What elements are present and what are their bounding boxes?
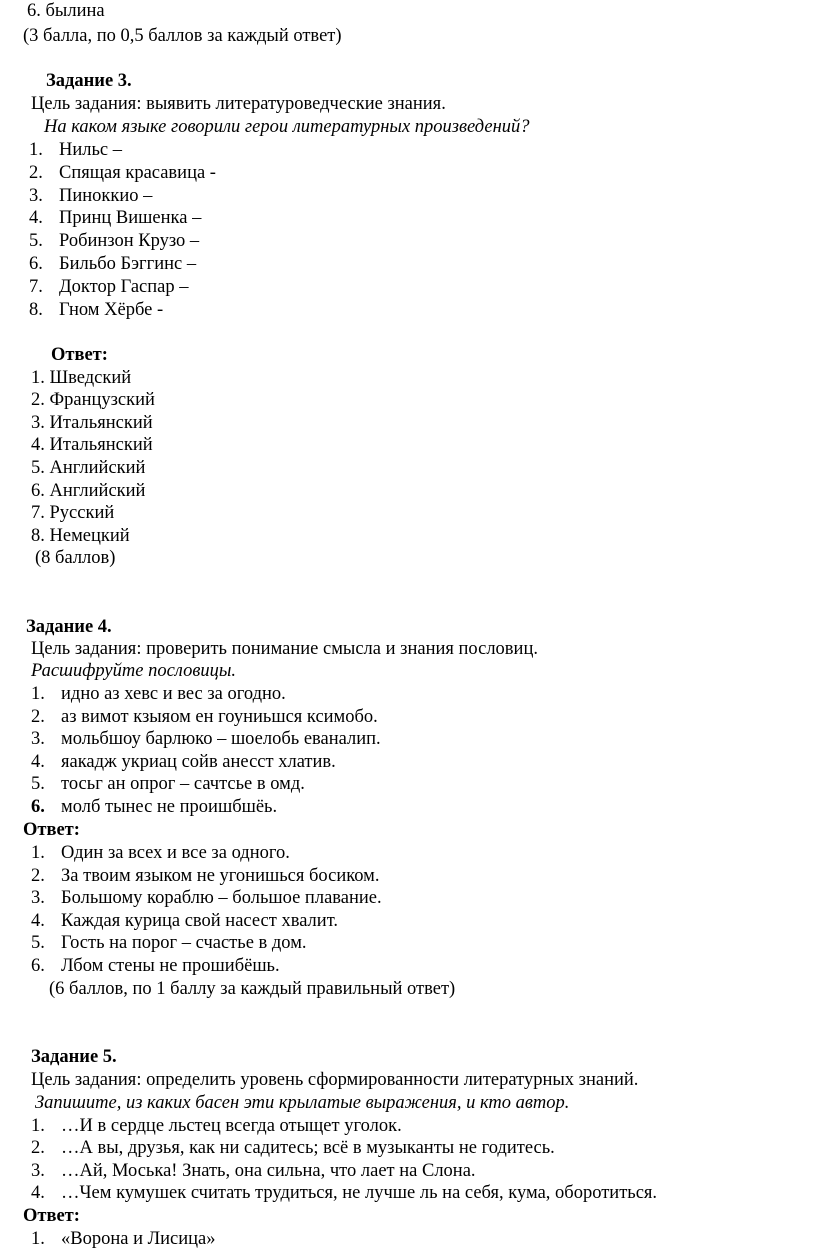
task3-answer: 8. Немецкий: [31, 526, 130, 546]
task5-title: Задание 5.: [31, 1047, 117, 1067]
task4-item: тосьг ан опрог – сачтсье в омд.: [61, 774, 305, 794]
top-line-1: 6. былина: [27, 1, 105, 21]
task3-goal: Цель задания: выявить литературоведческие знания.: [31, 94, 446, 114]
task3-item-num: 4.: [29, 208, 43, 228]
task4-item: идно аз хевс и вес за огодно.: [61, 684, 286, 704]
task4-score: (6 баллов, по 1 баллу за каждый правильный ответ): [49, 979, 456, 999]
task4-goal: Цель задания: проверить понимание смысла и знания пословиц.: [31, 639, 538, 659]
task5-item-num: 2.: [31, 1138, 45, 1158]
task4-answer-num: 4.: [31, 911, 45, 931]
task4-answer: Один за всех и все за одного.: [61, 843, 290, 863]
task4-answer: За твоим языком не угонишься босиком.: [61, 866, 380, 886]
task3-item: Робинзон Крузо –: [59, 231, 200, 251]
task3-answer: 2. Французский: [31, 390, 155, 410]
task3-item: Пиноккио –: [59, 186, 153, 206]
task3-answer: 1. Шведский: [31, 368, 132, 388]
task4-question: Расшифруйте пословицы.: [31, 661, 237, 681]
task4-answer: Каждая курица свой насест хвалит.: [61, 911, 339, 931]
task4-item-num: 1.: [31, 684, 45, 704]
task3-item: Спящая красавица -: [59, 163, 216, 183]
task4-title: Задание 4.: [26, 617, 112, 637]
task4-answer-num: 2.: [31, 866, 45, 886]
task5-answer: «Ворона и Лисица»: [61, 1229, 216, 1249]
task5-answer-title: Ответ:: [23, 1206, 80, 1226]
task4-answer-num: 3.: [31, 888, 45, 908]
task4-item: яакадж укриац сойв анесст хлатив.: [61, 752, 336, 772]
task3-item-num: 3.: [29, 186, 43, 206]
task5-item: …И в сердце льстец всегда отыщет уголок.: [61, 1116, 402, 1136]
task3-item-num: 8.: [29, 300, 43, 320]
task3-item-num: 7.: [29, 277, 43, 297]
task3-answer: 7. Русский: [31, 503, 115, 523]
task4-item-num: 5.: [31, 774, 45, 794]
task3-item-num: 1.: [29, 140, 43, 160]
task4-item-num: 6.: [31, 797, 45, 817]
task3-answer: 4. Итальянский: [31, 435, 153, 455]
task4-answer: Большому кораблю – большое плавание.: [61, 888, 382, 908]
task4-answer-title: Ответ:: [23, 820, 80, 840]
task5-item: …Чем кумушек считать трудиться, не лучше ль на себя, кума, оборотиться.: [61, 1183, 658, 1203]
task4-item: аз вимот кзыяом ен гоуниьшся ксимобо.: [61, 707, 378, 727]
task5-item-num: 1.: [31, 1116, 45, 1136]
task3-answer: 5. Английский: [31, 458, 146, 478]
task5-goal: Цель задания: определить уровень сформированности литературных знаний.: [31, 1070, 639, 1090]
task4-item: мольбшоу барлюко – шоелобь еваналип.: [61, 729, 381, 749]
top-line-2: (3 балла, по 0,5 баллов за каждый ответ): [23, 26, 342, 46]
task5-item-num: 4.: [31, 1183, 45, 1203]
task4-answer-num: 6.: [31, 956, 45, 976]
task4-item-num: 3.: [31, 729, 45, 749]
task5-item: …Ай, Моська! Знать, она сильна, что лает на Слона.: [61, 1161, 476, 1181]
task5-answer-num: 1.: [31, 1229, 45, 1249]
task4-answer-num: 1.: [31, 843, 45, 863]
task3-item: Гном Хёрбе -: [59, 300, 164, 320]
task3-item-num: 5.: [29, 231, 43, 251]
task3-answer: 3. Итальянский: [31, 413, 153, 433]
task3-item: Нильс –: [59, 140, 123, 160]
task3-title: Задание 3.: [46, 71, 132, 91]
task4-item-num: 2.: [31, 707, 45, 727]
task4-answer: Гость на порог – счастье в дом.: [61, 933, 307, 953]
task4-item: молб тынес не проишбшёь.: [61, 797, 278, 817]
task4-item-num: 4.: [31, 752, 45, 772]
task5-item: …А вы, друзья, как ни садитесь; всё в музыканты не годитесь.: [61, 1138, 555, 1158]
task3-item: Доктор Гаспар –: [59, 277, 189, 297]
task3-question: На каком языке говорили герои литературных произведений?: [44, 117, 530, 137]
task3-score: (8 баллов): [35, 548, 116, 568]
task3-item: Принц Вишенка –: [59, 208, 202, 228]
task3-item-num: 2.: [29, 163, 43, 183]
task3-answer-title: Ответ:: [51, 345, 108, 365]
task4-answer: Лбом стены не прошибёшь.: [61, 956, 280, 976]
task3-item: Бильбо Бэггинс –: [59, 254, 197, 274]
task3-item-num: 6.: [29, 254, 43, 274]
task4-answer-num: 5.: [31, 933, 45, 953]
task5-item-num: 3.: [31, 1161, 45, 1181]
task3-answer: 6. Английский: [31, 481, 146, 501]
task5-question: Запишите, из каких басен эти крылатые выражения, и кто автор.: [35, 1093, 570, 1113]
